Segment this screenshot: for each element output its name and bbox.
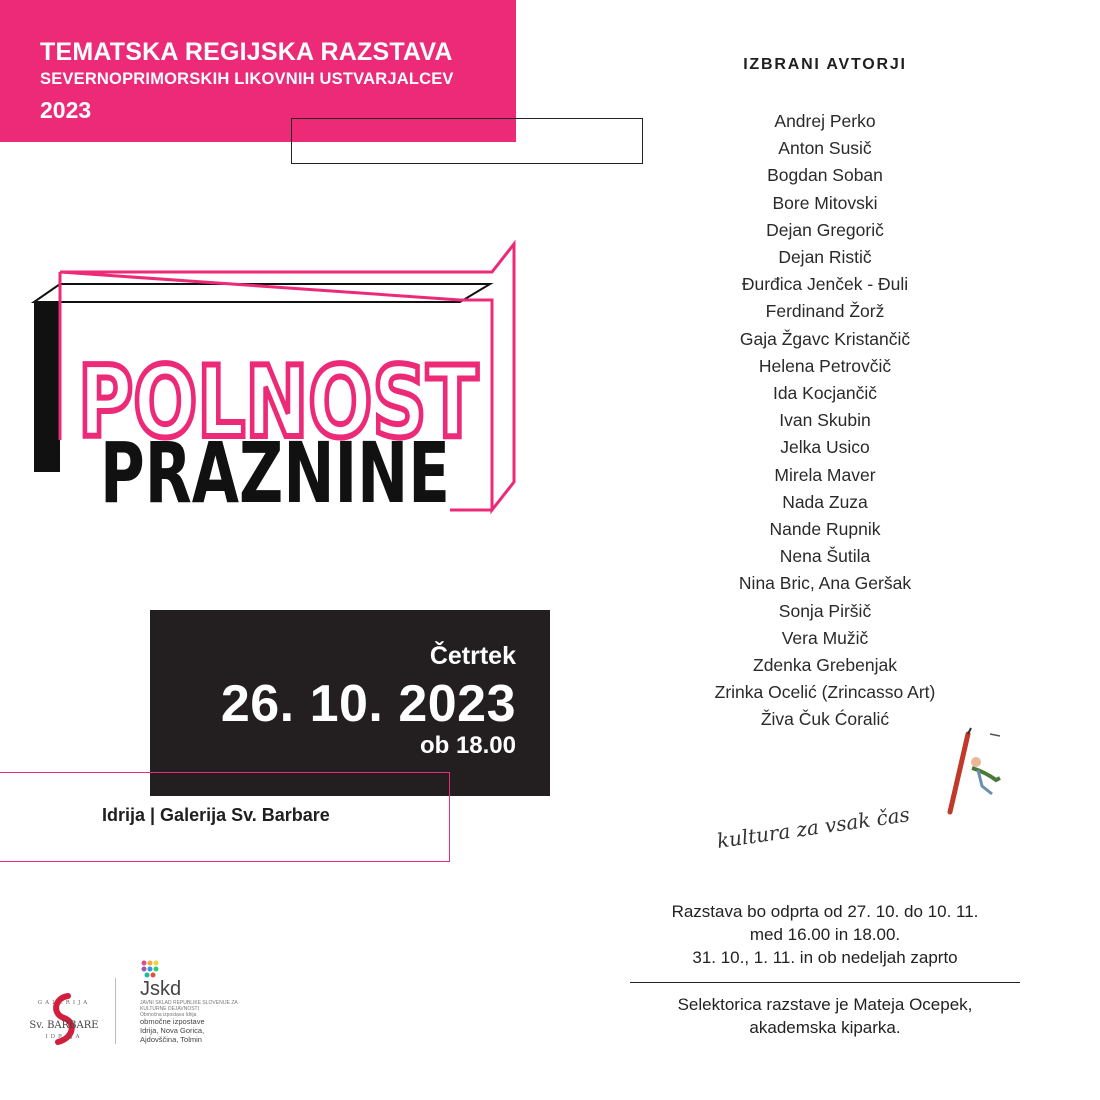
exhibition-logo — [30, 240, 520, 520]
header-outline-box — [291, 118, 643, 164]
event-date-block — [150, 610, 550, 796]
header-title: TEMATSKA REGIJSKA RAZSTAVA — [40, 38, 453, 66]
author-name: Ferdinand Žorž — [765, 301, 885, 322]
author-name: Nande Rupnik — [769, 519, 881, 540]
event-day: Četrtek — [429, 642, 516, 670]
opening-info — [630, 900, 1020, 969]
author-name: Ida Kocjančič — [772, 383, 878, 404]
logo-word-top: POLNOST — [78, 346, 479, 460]
selector-line-1: Selektorica razstave je Mateja Ocepek, — [677, 995, 973, 1014]
authors-title: IZBRANI AVTORJI — [743, 56, 907, 73]
author-name: Gaja Žgavc Kristančič — [739, 328, 911, 349]
galerija-logo-bottom: IDRIJA — [45, 1034, 83, 1040]
author-name: Zrinka Ocelić (Zrincasso Art) — [714, 682, 936, 703]
author-name: Dejan Ristič — [778, 247, 872, 268]
event-time: ob 18.00 — [419, 732, 516, 759]
author-name: Vera Mužič — [781, 627, 869, 648]
header-subtitle: SEVERNOPRIMORSKIH LIKOVNIH USTVARJALCEV — [40, 70, 454, 88]
author-name: Nada Zuza — [782, 491, 868, 512]
pencil-icon — [950, 734, 968, 812]
author-name: Ivan Skubin — [779, 410, 871, 431]
author-name: Jelka Usico — [780, 437, 870, 458]
author-name: Nena Šutila — [779, 546, 871, 567]
author-name: Mirela Maver — [774, 464, 876, 485]
galerija-logo — [24, 990, 104, 1050]
jskd-name: Jskd — [140, 978, 182, 1000]
author-name: Nina Bric, Ana Geršak — [738, 573, 912, 594]
author-name: Helena Petrovčič — [758, 355, 892, 376]
logo-frame-black-left — [34, 302, 60, 472]
jskd-color-icon — [138, 958, 162, 980]
kultura-signature — [700, 720, 1020, 880]
author-name: Dejan Gregorič — [766, 219, 884, 240]
signature-text: kultura za vsak čas — [715, 802, 912, 853]
author-name: Đurđica Jenček - Đuli — [741, 274, 909, 295]
author-name: Živa Čuk Ćoralić — [760, 709, 890, 730]
opening-dates: Razstava bo odprta od 27. 10. do 10. 11. — [671, 902, 979, 921]
event-date: 26. 10. 2023 — [220, 675, 516, 733]
author-name: Andrej Perko — [774, 111, 876, 131]
opening-hours: med 16.00 in 18.00. — [749, 925, 901, 944]
logo-word-bottom: PRAZNINE — [100, 424, 450, 520]
jskd-small-text: JAVNI SKLAD REPUBLIKE SLOVENIJE ZA KULTURNE DEJAVNOSTI — [140, 1000, 238, 1012]
jskd-region — [140, 1017, 250, 1044]
author-name: Bore Mitovski — [772, 192, 878, 213]
jskd-full-name — [140, 1000, 250, 1018]
author-name: Bogdan Soban — [767, 165, 883, 186]
jskd-unit-text: Območna izpostava Idrija — [140, 1012, 197, 1018]
author-name: Zdenka Grebenjak — [753, 655, 897, 676]
jskd-region-line-3: Ajdovščina, Tolmin — [140, 1035, 202, 1044]
figure-head-icon — [971, 757, 981, 767]
closed-days: 31. 10., 1. 11. in ob nedeljah zaprto — [692, 948, 958, 967]
selector-info — [630, 993, 1020, 1039]
galerija-logo-top: GALERIJA — [37, 1000, 91, 1006]
header-year: 2023 — [40, 97, 92, 123]
info-divider — [630, 982, 1020, 983]
author-name: Anton Susič — [778, 138, 872, 159]
jskd-region-line-2: Idrija, Nova Gorica, — [140, 1026, 205, 1035]
authors-list — [660, 108, 990, 734]
selector-line-2: akademska kiparka. — [749, 1018, 901, 1037]
event-venue: Idrija | Galerija Sv. Barbare — [102, 805, 330, 825]
author-name: Sonja Piršič — [778, 600, 872, 621]
footer-logo-divider — [115, 978, 116, 1044]
galerija-logo-name: Sv. BARBARE — [29, 1020, 99, 1031]
jskd-region-line-1: območne izpostave — [140, 1017, 205, 1026]
